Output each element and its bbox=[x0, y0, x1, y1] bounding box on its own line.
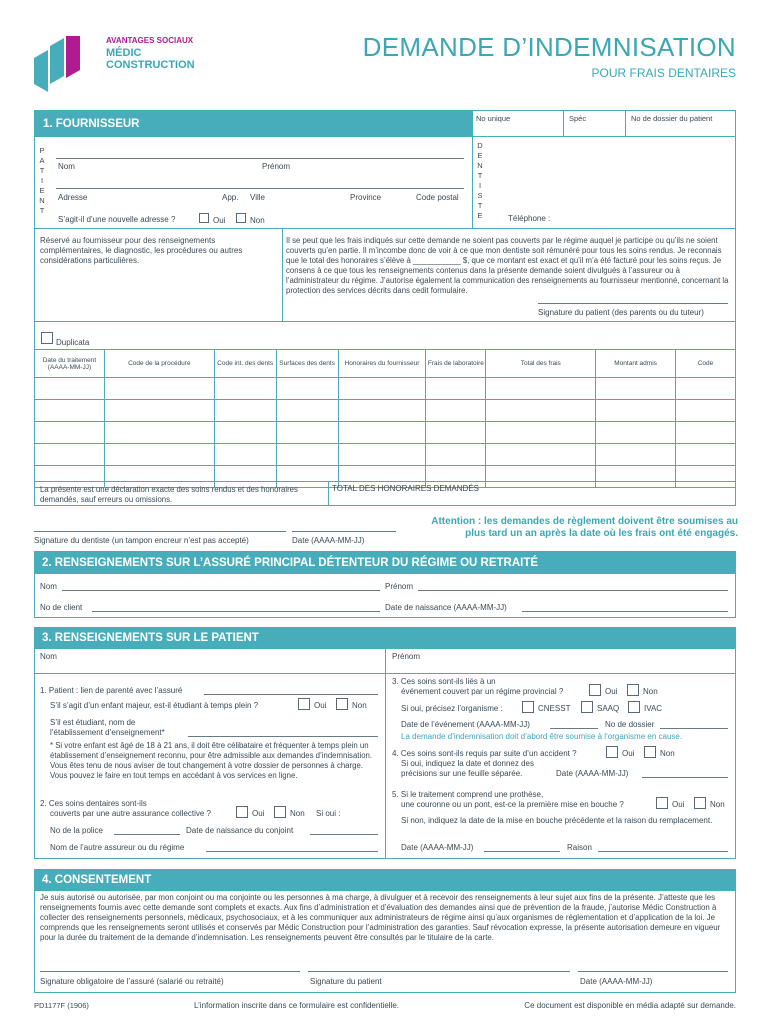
spouse-dob-field[interactable] bbox=[310, 834, 378, 835]
q5-label-2: une couronne ou un pont, est-ce la première mise en bouche ? bbox=[401, 800, 624, 809]
student-oui-checkbox[interactable] bbox=[298, 698, 310, 710]
patient-address-field[interactable] bbox=[56, 188, 464, 189]
q3-note: La demande d’indemnisation doit d’abord être soumise à l’organisme en cause. bbox=[401, 732, 683, 741]
cnesst-checkbox[interactable] bbox=[522, 701, 534, 713]
adresse-label: Adresse bbox=[58, 193, 88, 202]
dentist-date-label: Date (AAAA-MM-JJ) bbox=[292, 536, 365, 545]
th-surfaces: Surfaces des dents bbox=[276, 350, 338, 378]
th-montant-admis: Montant admis bbox=[596, 350, 676, 378]
event-date-label: Date de l’événement (AAAA-MM-JJ) bbox=[401, 720, 530, 729]
s2-nom-field[interactable] bbox=[62, 590, 380, 591]
brand-line2: MÉDIC bbox=[106, 47, 142, 59]
section4-title: 4. CONSENTEMENT bbox=[34, 869, 736, 891]
saaq-checkbox[interactable] bbox=[581, 701, 593, 713]
q5-label-1: 5. Si le traitement comprend une prothèse, bbox=[392, 790, 544, 799]
non-label: Non bbox=[352, 701, 367, 710]
other-ins-non-checkbox[interactable] bbox=[274, 806, 286, 818]
dentist-signature-label: Signature du dentiste (un tampon encreur n’est pas accepté) bbox=[34, 536, 249, 545]
dossier-no-field[interactable] bbox=[660, 728, 728, 729]
section2-title: 2. RENSEIGNEMENTS SUR L’ASSURÉ PRINCIPAL DÉTENTEUR DU RÉGIME OU RETRAITÉ bbox=[34, 551, 736, 574]
th-honoraires: Honoraires du fournisseur bbox=[338, 350, 426, 378]
q4-date-field[interactable] bbox=[642, 777, 728, 778]
s2-dob-field[interactable] bbox=[522, 611, 728, 612]
provincial-non-checkbox[interactable] bbox=[627, 684, 639, 696]
other-insurer-field[interactable] bbox=[206, 851, 378, 852]
media-note: Ce document est disponible en média adapté sur demande. bbox=[524, 1001, 736, 1010]
total-label: TOTAL DES HONORAIRES DEMANDÉS bbox=[332, 484, 479, 493]
treatment-table bbox=[34, 349, 736, 488]
insured-signature-label: Signature obligatoire de l’assuré (salarié ou retraité) bbox=[40, 977, 224, 986]
oui-label: Oui bbox=[252, 809, 265, 818]
q1c-label-1: S’il est étudiant, nom de bbox=[50, 718, 136, 727]
patient-signature-label: Signature du patient (des parents ou du tuteur) bbox=[538, 308, 704, 317]
spouse-dob-label: Date de naissance du conjoint bbox=[186, 826, 294, 835]
q3-label-2: événement couvert par un régime provincial ? bbox=[401, 687, 564, 696]
s3-nom-label: Nom bbox=[40, 652, 57, 661]
s2-dob-label: Date de naissance (AAAA-MM-JJ) bbox=[385, 603, 507, 612]
dentist-signature-field[interactable] bbox=[34, 531, 286, 532]
oui-label: Oui bbox=[622, 749, 635, 758]
form-code: PD1177F (1906) bbox=[34, 1001, 89, 1010]
q2-label-2: couverts par une autre assurance collective ? bbox=[50, 809, 211, 818]
school-name-field[interactable] bbox=[188, 736, 378, 737]
code-postal-label: Code postal bbox=[416, 193, 459, 202]
consent-text: Je suis autorisé ou autorisée, par mon conjoint ou ma conjointe ou les personnes à ma charge, à divulguer et à recevoir des renseignements à leur sujet aux fins de la présente. J’atteste que les renseignements fournis avec cette demande sont complets et exacts. Aux fins d’administration et d’évaluation des demandes ainsi que de prévention de la fraude, j’autorise Médic Construction à collecter des renseignements personnels, médicaux, psychosociaux, et à les communiquer aux administrateurs de régime ainsi qu’aux organismes de réglementation et d’application de la loi. Je comprends que les renseignements seront utilisés et conservés par Médic Construction pour l’administration des garanties. Sauf révocation expresse, la présente autorisation demeure en vigueur pour la durée du traitement de la demande d’indemnisation. Les renseignements peuvent être consultés par le titulaire de la carte. bbox=[40, 893, 721, 942]
policy-field[interactable] bbox=[114, 834, 180, 835]
s4-patient-signature-field[interactable] bbox=[308, 971, 570, 972]
logo-mark-icon bbox=[34, 36, 80, 96]
q4-date-label: Date (AAAA-MM-JJ) bbox=[556, 769, 629, 778]
accident-oui-checkbox[interactable] bbox=[606, 746, 618, 758]
accident-non-checkbox[interactable] bbox=[644, 746, 656, 758]
brand-line3: CONSTRUCTION bbox=[106, 59, 195, 71]
q1-note: * Si votre enfant est âgé de 18 à 21 ans, il doit être célibataire et fréquenter à temps plein un établissement d’enseignement reconnu, pour être admissible aux demandes d’indemnisation. Vous êtes tenu de nous aviser de tout changement à votre dossier de personnes à charge. Vous pouvez le faire en tout temps en accédant à vos services en ligne. bbox=[50, 741, 373, 780]
prosthesis-non-checkbox[interactable] bbox=[694, 797, 706, 809]
page-title: DEMANDE D’INDEMNISATION bbox=[362, 32, 736, 62]
raison-label: Raison bbox=[567, 843, 592, 852]
s2-client-field[interactable] bbox=[92, 611, 380, 612]
th-code: Code bbox=[676, 350, 736, 378]
q1b-label: S’il s’agit d’un enfant majeur, est-il étudiant à temps plein ? bbox=[50, 701, 259, 710]
table-row[interactable] bbox=[35, 422, 736, 444]
section3-title: 3. RENSEIGNEMENTS SUR LE PATIENT bbox=[34, 627, 736, 649]
q1-relation-field[interactable] bbox=[204, 694, 378, 695]
s3-prenom-label: Prénom bbox=[392, 652, 421, 661]
th-procedure: Code de la procédure bbox=[104, 350, 214, 378]
q5-date-field[interactable] bbox=[484, 851, 560, 852]
th-total: Total des frais bbox=[486, 350, 596, 378]
page-subtitle: POUR FRAIS DENTAIRES bbox=[591, 66, 736, 80]
attention-notice: Attention : les demandes de règlement doivent être soumises au plus tard un an après la date où les frais ont été engagés. bbox=[431, 516, 738, 539]
prenom-label: Prénom bbox=[262, 162, 291, 171]
organisme-label: Si oui, précisez l’organisme : bbox=[401, 704, 503, 713]
s2-prenom-label: Prénom bbox=[385, 582, 414, 591]
q1-label: 1. Patient : lien de parenté avec l’assuré bbox=[40, 686, 183, 695]
cnesst-label: CNESST bbox=[538, 704, 571, 713]
nom-label: Nom bbox=[58, 162, 75, 171]
ville-label: Ville bbox=[250, 193, 265, 202]
s4-patient-signature-label: Signature du patient bbox=[310, 977, 382, 986]
new-address-oui-checkbox[interactable] bbox=[199, 213, 209, 223]
new-address-question: S’agit-il d’une nouvelle adresse ? bbox=[58, 215, 176, 224]
patient-consent-text: Il se peut que les frais indiqués sur cette demande ne soient pas couverts par le régime auquel je participe ou qu’ils ne soient couverts qu’en partie. Il m’incombe donc de voir à ce que mon dentiste soit rémunéré pour tous les soins rendus. Je reconnais que le total des honoraires s’élève à ___________ $, que ce montant est exact et qu’il m’a été facturé pour les soins reçus. Je consens à ce que tous les renseignements contenus dans la présente demande soient divulgués à l’assureur ou à l’administrateur du régime. J’autorise également la communication des renseignements au fournisseur mentionné, concernant la protection des services décrits dans cedit formulaire. bbox=[286, 236, 729, 295]
q3-label-1: 3. Ces soins sont-ils liés à un bbox=[392, 677, 496, 686]
non-label: Non bbox=[290, 809, 305, 818]
reserved-text: Réservé au fournisseur pour des renseignements complémentaires, le diagnostic, les procédures ou autres considérations particulières. bbox=[40, 236, 243, 265]
province-label: Province bbox=[350, 193, 382, 202]
dentiste-vertical-label: D E N T I S T E bbox=[477, 141, 483, 220]
prosthesis-oui-checkbox[interactable] bbox=[656, 797, 668, 809]
new-address-non-checkbox[interactable] bbox=[236, 213, 246, 223]
patient-vertical-label: P A T I E N T bbox=[39, 146, 45, 215]
non-label: Non bbox=[710, 800, 725, 809]
confidential-note: L’information inscrite dans ce formulaire est confidentielle. bbox=[194, 1001, 399, 1010]
q2-label-1: 2. Ces soins dentaires sont-ils bbox=[40, 799, 147, 808]
duplicata-checkbox[interactable] bbox=[41, 332, 53, 344]
th-date: Date du traitement (AAAA-MM-JJ) bbox=[35, 350, 105, 378]
q1c-label-2: l’établissement d’enseignement* bbox=[50, 728, 165, 737]
table-row[interactable] bbox=[35, 400, 736, 422]
brand-logo bbox=[34, 36, 80, 96]
table-row[interactable] bbox=[35, 444, 736, 466]
oui-label: Oui bbox=[213, 216, 226, 225]
s4-date-field[interactable] bbox=[578, 971, 728, 972]
s2-nom-label: Nom bbox=[40, 582, 57, 591]
raison-field[interactable] bbox=[598, 851, 728, 852]
si-oui-label: Si oui : bbox=[316, 809, 341, 818]
spec-label: Spéc bbox=[569, 114, 587, 123]
dossier-label: No de dossier du patient bbox=[631, 114, 713, 123]
declaration-text: La présente est une déclaration exacte des soins rendus et des honoraires demandés, sauf erreurs ou omissions. bbox=[40, 485, 298, 504]
no-unique-label: No unique bbox=[476, 114, 511, 123]
oui-label: Oui bbox=[605, 687, 618, 696]
table-row[interactable] bbox=[35, 378, 736, 400]
telephone-label: Téléphone : bbox=[508, 214, 551, 223]
q5-date-label: Date (AAAA-MM-JJ) bbox=[401, 843, 474, 852]
policy-label: No de la police bbox=[50, 826, 103, 835]
s4-date-label: Date (AAAA-MM-JJ) bbox=[580, 977, 653, 986]
ivac-label: IVAC bbox=[644, 704, 663, 713]
patient-signature-field[interactable] bbox=[538, 303, 728, 304]
insured-signature-field[interactable] bbox=[40, 971, 300, 972]
section1-title: 1. FOURNISSEUR bbox=[35, 111, 472, 137]
th-code-dents: Code int. des dents bbox=[214, 350, 276, 378]
s2-client-label: No de client bbox=[40, 603, 83, 612]
non-label: Non bbox=[660, 749, 675, 758]
non-label: Non bbox=[250, 216, 265, 225]
dossier-no-label: No de dossier bbox=[605, 720, 655, 729]
s2-prenom-field[interactable] bbox=[418, 590, 728, 591]
provincial-oui-checkbox[interactable] bbox=[589, 684, 601, 696]
event-date-field[interactable] bbox=[550, 728, 598, 729]
app-label: App. bbox=[222, 193, 239, 202]
other-ins-oui-checkbox[interactable] bbox=[236, 806, 248, 818]
q5b-text: Si non, indiquez la date de la mise en bouche précédente et la raison du remplacement. bbox=[401, 816, 713, 825]
saaq-label: SAAQ bbox=[597, 704, 620, 713]
student-non-checkbox[interactable] bbox=[336, 698, 348, 710]
patient-name-field[interactable] bbox=[56, 158, 464, 159]
non-label: Non bbox=[643, 687, 658, 696]
q4b-label-2: précisions sur une feuille séparée. bbox=[401, 769, 523, 778]
q4-label: 4. Ces soins sont-ils requis par suite d’un accident ? bbox=[392, 749, 577, 758]
brand-line1: AVANTAGES SOCIAUX bbox=[106, 36, 194, 45]
ivac-checkbox[interactable] bbox=[628, 701, 640, 713]
oui-label: Oui bbox=[314, 701, 327, 710]
th-frais-labo: Frais de laboratoire bbox=[426, 350, 486, 378]
other-insurer-label: Nom de l’autre assureur ou du régime bbox=[50, 843, 185, 852]
q4b-label-1: Si oui, indiquez la date et donnez des bbox=[401, 759, 534, 768]
oui-label: Oui bbox=[672, 800, 685, 809]
duplicata-label: Duplicata bbox=[56, 338, 90, 347]
dentist-date-field[interactable] bbox=[292, 531, 396, 532]
